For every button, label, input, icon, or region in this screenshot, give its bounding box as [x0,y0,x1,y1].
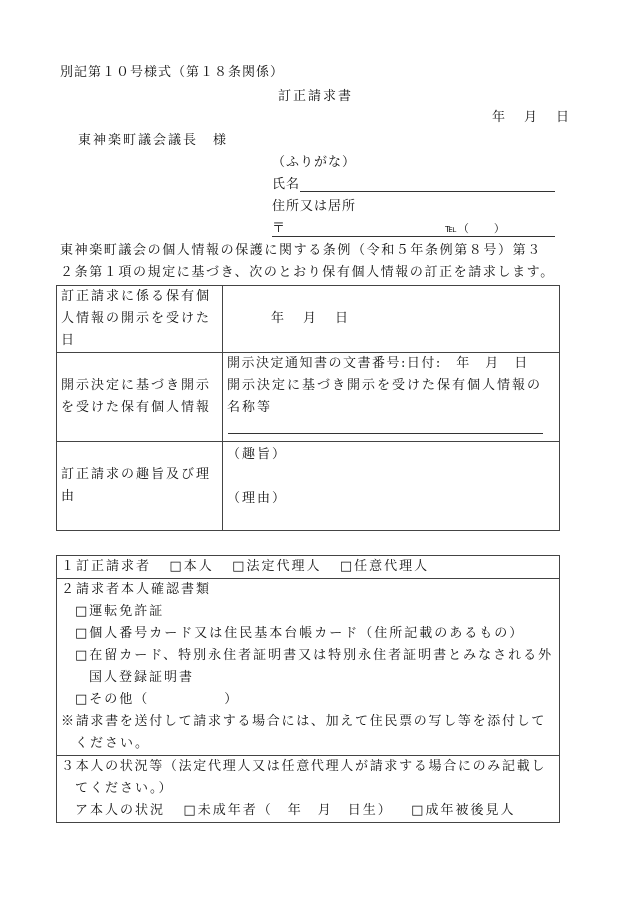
request-date: 年 月 日 [492,110,573,125]
purpose-reason-field[interactable]: （趣旨） （理由） [223,442,560,531]
requester-type-section: １訂正請求者 □本人 □法定代理人 □任意代理人 [57,556,560,579]
page-title: 訂正請求書 [278,89,354,104]
table-row [57,756,560,823]
disclosed-info-field[interactable]: 開示決定通知書の文書番号:日付: 年 月 日 開示決定に基づき開示を受けた保有個人情報の 名称等 [223,353,560,442]
disclosure-date-label: 訂正請求に係る保有個 人情報の開示を受けた 日 [57,286,223,353]
name-label: 氏名 [272,177,301,192]
furigana-label: （ふりがな） [272,155,357,170]
checkbox-self[interactable]: □本人 [169,559,214,574]
checkbox-voluntary-agent[interactable]: □任意代理人 [339,559,430,574]
checkbox-other[interactable]: □その他（ ） [75,692,240,707]
table-row [57,286,560,353]
name-field[interactable] [300,191,555,192]
table-row [57,556,560,579]
postal-mark: 〒 [272,221,287,236]
principal-status-section: ３本人の状況等（法定代理人又は任意代理人が請求する場合にのみ記載し てください。） ア本人の状況 □未成年者（ 年 月 日生） □成年被後見人 [57,756,560,823]
checkbox-my-number-card[interactable]: □個人番号カード又は住民基本台帳カード（住所記載のあるもの） [75,626,525,641]
checkbox-minor[interactable]: □未成年者（ 年 月 日生） [183,803,393,818]
table-row [57,353,560,442]
tel-label: ℡（ ） [445,222,506,235]
address-label: 住所又は居所 [272,199,357,214]
requester-info-table [56,555,560,823]
purpose-reason-label: 訂正請求の趣旨及び理 由 [57,442,223,531]
checkbox-adult-ward[interactable]: □成年被後見人 [411,803,516,818]
intro-line-1: 東神楽町議会の個人情報の保護に関する条例（令和５年条例第８号）第３ [60,243,542,258]
table-row [57,579,560,756]
table-row [57,442,560,531]
request-details-table [56,285,560,531]
checkbox-residence-card[interactable]: □在留カード、特別永住者証明書又は特別永住者証明書とみなされる外 [75,648,554,663]
addressee: 東神楽町議会議長 様 [78,133,229,148]
form-number: 別記第１０号様式（第１８条関係） [60,65,285,80]
disclosed-info-label: 開示決定に基づき開示 を受けた保有個人情報 [57,353,223,442]
checkbox-drivers-license[interactable]: □運転免許証 [75,604,165,619]
checkbox-legal-agent[interactable]: □法定代理人 [232,559,322,574]
intro-line-2: ２条第１項の規定に基づき、次のとおり保有個人情報の訂正を請求します。 [60,265,555,280]
address-field[interactable] [272,236,555,237]
disclosure-date-field[interactable]: 年 月 日 [223,286,560,353]
id-documents-section: ２請求者本人確認書類 □運転免許証 □個人番号カード又は住民基本台帳カード（住所記載のあるもの） □在留カード、特別永住者証明書又は特別永住者証明書とみなされる外 国人登録証明書 □その他（ ） ※請求書を送付して請求する場合には、加えて住民票の写し等を添付して ください。 [57,579,560,756]
